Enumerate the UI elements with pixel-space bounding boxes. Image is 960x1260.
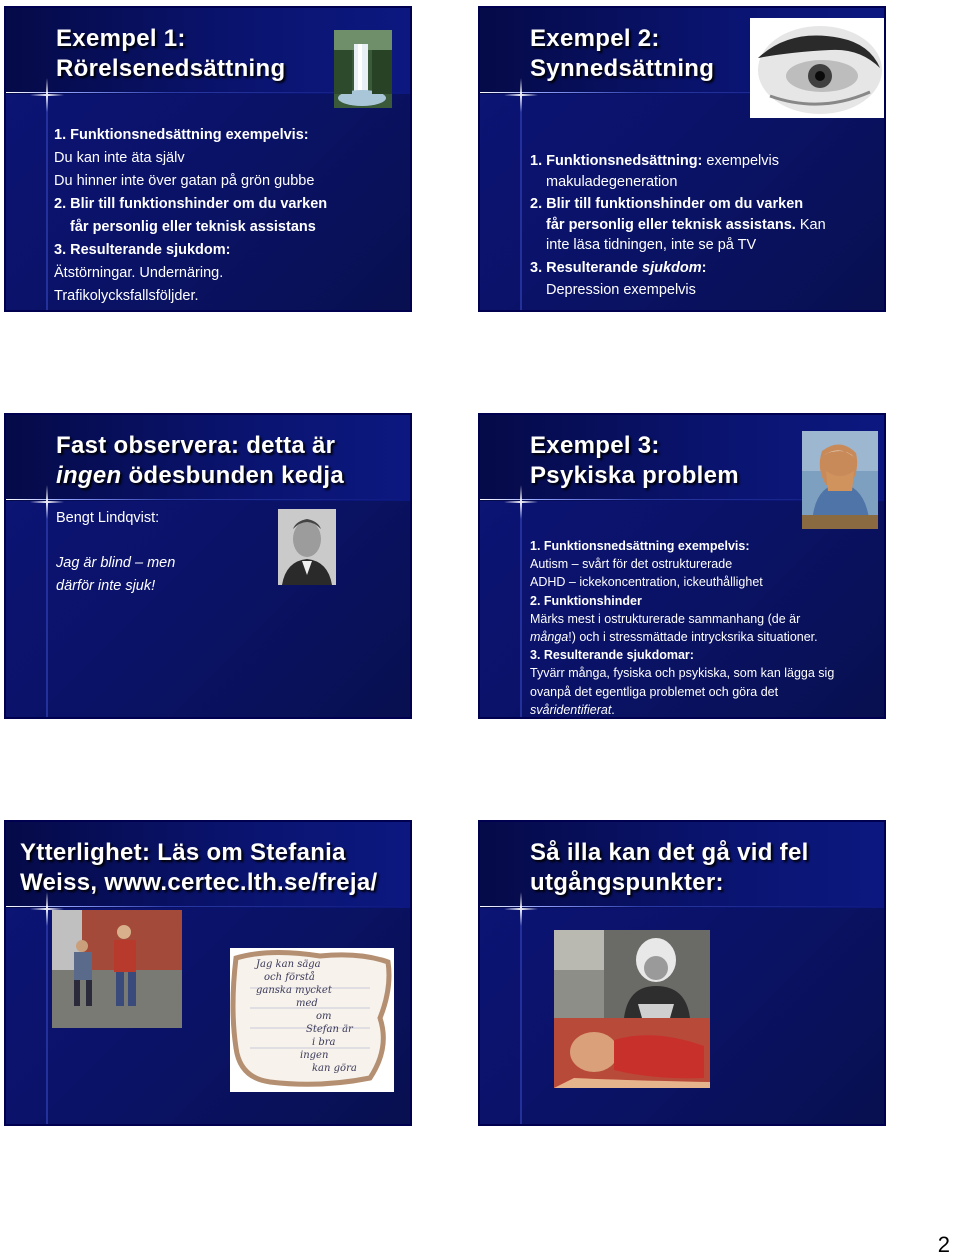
slide-4 xyxy=(478,413,886,719)
slide-body: 1. Funktionsnedsättning exempelvis: Du kan inte äta själv Du hinner inte över gatan på grön gubbe 2. Blir till funktionshinder om du varken får personlig eller teknisk assistans 3. Resulterande sjukdom: Ätstörningar. Undernäring. Trafikolycksfallsföljder. xyxy=(54,127,328,304)
painting-image xyxy=(802,431,878,529)
page-number: 2 xyxy=(937,1232,950,1257)
slide-3 xyxy=(4,413,412,719)
waterfall-image xyxy=(334,30,392,108)
slide-title: Exempel 2: Synnedsättning xyxy=(530,25,715,82)
slide-title: Exempel 3: Psykiska problem xyxy=(530,432,739,489)
slide-title: Exempel 1: Rörelsenedsättning xyxy=(56,25,286,82)
slide-body: 1. Funktionsnedsättning: exempelvis makuladegeneration 2. Blir till funktionshinder om du varken får personlig eller teknisk assistans. Kan inte läsa tidningen, inte se på TV 3. Resulterande sjukdom: Depression exempelvis xyxy=(530,153,826,298)
slide-6 xyxy=(478,820,886,1126)
slide-title: Så illa kan det gå vid fel utgångspunkter: xyxy=(530,839,809,896)
people-walking-photo xyxy=(52,910,182,1028)
slide-2 xyxy=(478,6,886,312)
slide-1 xyxy=(4,6,412,312)
collage-image xyxy=(554,930,710,1088)
slide-title: Ytterlighet: Läs om Stefania Weiss, www.certec.lth.se/freja/ xyxy=(20,839,378,896)
portrait-photo xyxy=(278,509,336,585)
slide-5 xyxy=(4,820,412,1126)
slide-body: Bengt Lindqvist: Jag är blind – men därför inte sjuk! xyxy=(56,510,176,594)
slide-body: 1. Funktionsnedsättning exempelvis: Autism – svårt för det ostrukturerade ADHD – ickekoncentration, ickeuthållighet 2. Funktionshinder Märks mest i ostrukturerade sammanhang (de är många!) och i stressmättade intrycksrika situationer. 3. Resulterande sjukdomar: Tyvärr många, fysiska och psykiska, som kan lägga sig ovanpå det egentliga problemet och göra det svåridentifierat. xyxy=(530,539,835,717)
slide-title: Fast observera: detta är ingen ödesbunden kedja xyxy=(56,432,344,489)
handwritten-note-image: Jag kan säga och förstå ganska mycket med om Stefan är i bra ingen kan göra xyxy=(230,948,394,1092)
eye-image xyxy=(750,18,886,118)
